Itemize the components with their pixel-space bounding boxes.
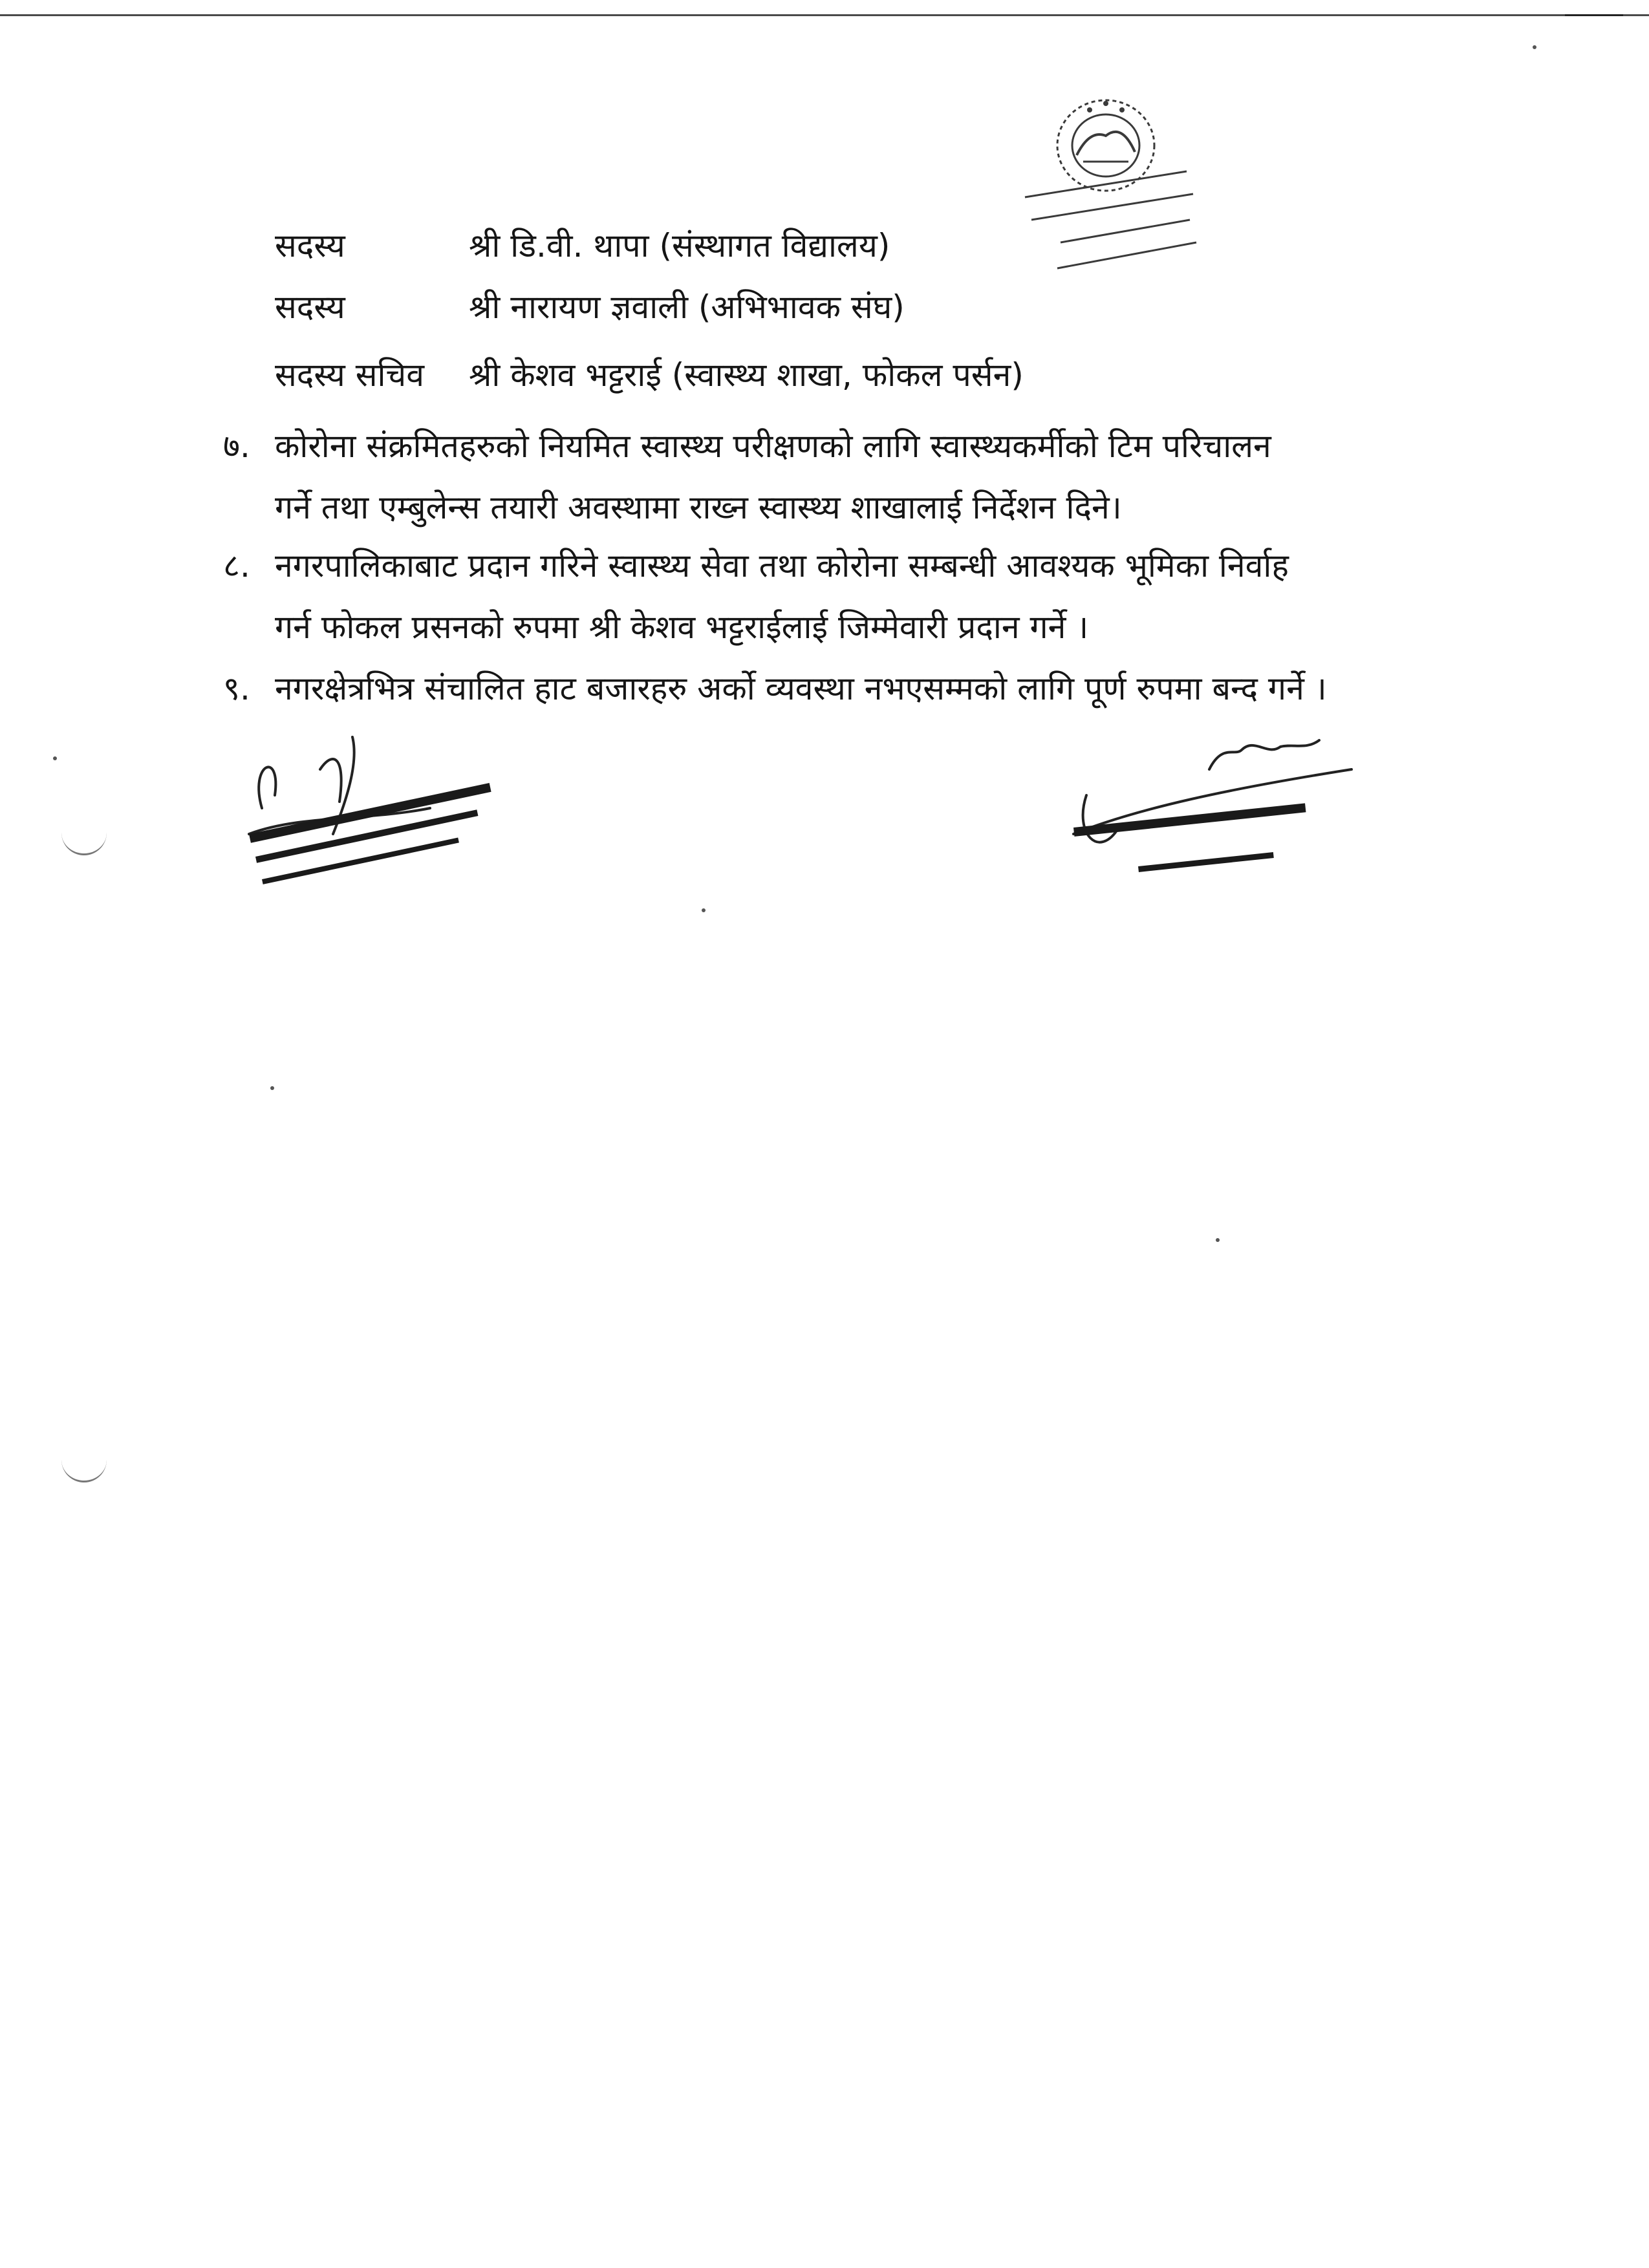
scan-speck [702,908,706,912]
punch-mark [61,1455,107,1482]
decision-line: गर्ने तथा एम्बुलेन्स तयारी अवस्थामा राख्न स्वास्थ्य शाखालाई निर्देशन दिने। [275,489,1122,526]
right-signature-stamp [1061,731,1358,925]
scan-speck [53,756,57,760]
decision-number: ७. [223,427,250,465]
scan-speck [1533,45,1536,49]
member-role: सदस्य [275,288,345,326]
left-signature-stamp [223,724,559,931]
decision-line: कोरोना संक्रमितहरुको नियमित स्वास्थ्य परीक्षणको लागि स्वास्थ्यकर्मीको टिम परिचालन [275,427,1271,465]
member-name: श्री नारायण ज्ञवाली (अभिभावक संघ) [469,288,905,326]
decision-line: गर्न फोकल प्रसनको रुपमा श्री केशव भट्टराईलाई जिम्मेवारी प्रदान गर्ने । [275,608,1089,646]
decision-line: नगरक्षेत्रभित्र संचालित हाट बजारहरु अर्को व्यवस्था नभएसम्मको लागि पूर्ण रुपमा बन्द गर्ने । [275,670,1327,707]
member-role: सदस्य [275,227,345,264]
decision-number: ८. [223,547,250,584]
punch-mark [61,828,107,855]
member-role: सदस्य सचिव [275,356,424,394]
scan-speck [270,1086,274,1090]
decision-line: नगरपालिकाबाट प्रदान गरिने स्वास्थ्य सेवा तथा कोरोना सम्बन्धी आवश्यक भूमिका निर्वाह [275,547,1289,584]
top-scan-edge [0,14,1649,16]
corner-mark [1565,0,1623,16]
member-name: श्री डि.वी. थापा (संस्थागत विद्यालय) [469,227,890,264]
decision-number: ९. [223,670,250,707]
member-name: श्री केशव भट्टराई (स्वास्थ्य शाखा, फोकल पर्सन) [469,356,1024,394]
scan-speck [1216,1238,1220,1242]
municipality-seal [999,84,1212,310]
